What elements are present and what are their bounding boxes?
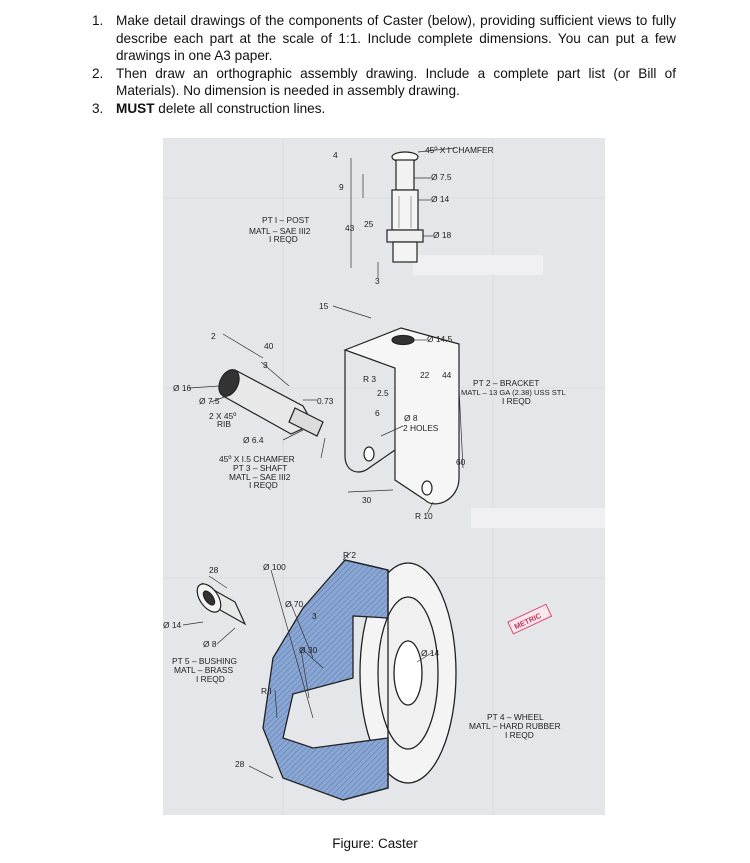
wheel-part-label: PT 4 – WHEEL: [487, 712, 544, 722]
wheel-part: [263, 560, 456, 800]
post-dimension-label: 4: [333, 150, 338, 160]
post-chamfer-label: 45º X I CHAMFER: [425, 145, 494, 155]
instruction-text: Make detail drawings of the components of Caster (below), providing sufficient views to fully describe each part at the scale of 1:1. Include complete dimensions. You can put a few drawings in one A3 paper.: [116, 13, 676, 63]
bracket-radius-label: R 10: [415, 511, 433, 521]
bracket-hole-diameter-label: Ø 8: [404, 413, 418, 423]
instruction-number: 2.: [92, 65, 104, 81]
wheel-diameter-label: Ø 100: [263, 562, 286, 572]
bushing-dimension-label: 28: [209, 565, 219, 575]
post-part: [387, 152, 423, 262]
instruction-number: 1.: [92, 13, 104, 28]
bracket-dimension-label: 2.5: [377, 388, 389, 398]
caster-drawing: [163, 138, 605, 815]
shaft-dimension-label: 3: [263, 360, 268, 370]
redaction-box: [413, 255, 543, 275]
post-dimension-label: 25: [364, 219, 374, 229]
caster-figure: [163, 138, 605, 815]
bracket-diameter-label: Ø 14.5: [427, 334, 453, 344]
shaft-material-label: MATL – SAE III2: [229, 472, 291, 482]
bracket-dimension-label: 22: [420, 370, 430, 380]
bracket-dimension-label: 6: [375, 408, 380, 418]
bracket-part: [345, 328, 459, 504]
bracket-dimension-label: 30: [362, 495, 372, 505]
post-dimension-label: 3: [375, 276, 380, 286]
shaft-dimension-label: 0.73: [317, 396, 334, 406]
shaft-quantity-label: I REQD: [249, 480, 278, 490]
bushing-part-label: PT 5 – BUSHING: [172, 656, 238, 666]
post-part-label: PT I – POST: [262, 215, 310, 225]
instruction-text: Then draw an orthographic assembly drawing. Include a complete part list (or Bill of Materials). No dimension is needed in assembly drawing.: [116, 65, 676, 98]
wheel-diameter-label: Ø 14: [421, 648, 440, 658]
wheel-quantity-label: I REQD: [505, 730, 534, 740]
bushing-part: [192, 580, 245, 624]
bracket-part-label: PT 2 – BRACKET: [473, 378, 540, 388]
bracket-holes-label: 2 HOLES: [403, 423, 439, 433]
post-dimension-label: 43: [345, 223, 355, 233]
bushing-quantity-label: I REQD: [196, 674, 225, 684]
shaft-diameter-label: Ø 16: [173, 383, 192, 393]
bushing-diameter-label: Ø 8: [203, 639, 217, 649]
post-diameter-label: Ø 18: [433, 230, 452, 240]
instruction-item-2: [92, 65, 676, 100]
bracket-dimension-label: 60: [456, 457, 466, 467]
bracket-radius-label: R 3: [363, 374, 377, 384]
post-quantity-label: I REQD: [269, 234, 298, 244]
wheel-radius-label: R 2: [343, 550, 357, 560]
shaft-part: [215, 367, 323, 436]
bracket-material-label: MATL – 13 GA (2.38) USS STL: [461, 388, 566, 397]
instruction-text: delete all construction lines.: [154, 100, 326, 116]
bracket-dimension-label: 15: [319, 301, 329, 311]
shaft-dimension-label: 2: [211, 331, 216, 341]
shaft-diameter-label: Ø 6.4: [243, 435, 264, 445]
post-diameter-label: Ø 14: [431, 194, 450, 204]
instructions-list: [92, 12, 676, 117]
post-material-label: MATL – SAE III2: [249, 226, 311, 236]
shaft-rib-label: RIB: [217, 419, 231, 429]
shaft-part-label: PT 3 – SHAFT: [233, 463, 288, 473]
instruction-emphasis: MUST: [116, 100, 155, 116]
instruction-item-3: [92, 100, 676, 118]
shaft-diameter-label: Ø 7.5: [199, 396, 220, 406]
bracket-quantity-label: I REQD: [502, 396, 531, 406]
wheel-dimension-label: 3: [312, 611, 317, 621]
metric-stamp: [508, 604, 552, 634]
post-diameter-label: Ø 7.5: [431, 172, 452, 182]
bushing-material-label: MATL – BRASS: [174, 665, 234, 675]
wheel-radius-label: R I: [261, 686, 272, 696]
redaction-box: [471, 508, 605, 528]
bracket-dimension-label: 44: [442, 370, 452, 380]
metric-stamp-text: METRIC: [512, 610, 543, 632]
wheel-diameter-label: Ø 30: [299, 645, 318, 655]
wheel-dimension-label: 28: [235, 759, 245, 769]
post-dimension-label: 9: [339, 182, 344, 192]
shaft-chamfer-label: 45º X I.5 CHAMFER: [219, 454, 295, 464]
wheel-material-label: MATL – HARD RUBBER: [469, 721, 561, 731]
figure-caption: Figure: Caster: [332, 836, 418, 851]
wheel-diameter-label: Ø 70: [285, 599, 304, 609]
instruction-item-1: [92, 12, 676, 65]
shaft-rib-label: 2 X 45º: [209, 411, 237, 421]
instruction-number: 3.: [92, 100, 104, 116]
shaft-dimension-label: 40: [264, 341, 274, 351]
bushing-diameter-label: Ø 14: [163, 620, 182, 630]
